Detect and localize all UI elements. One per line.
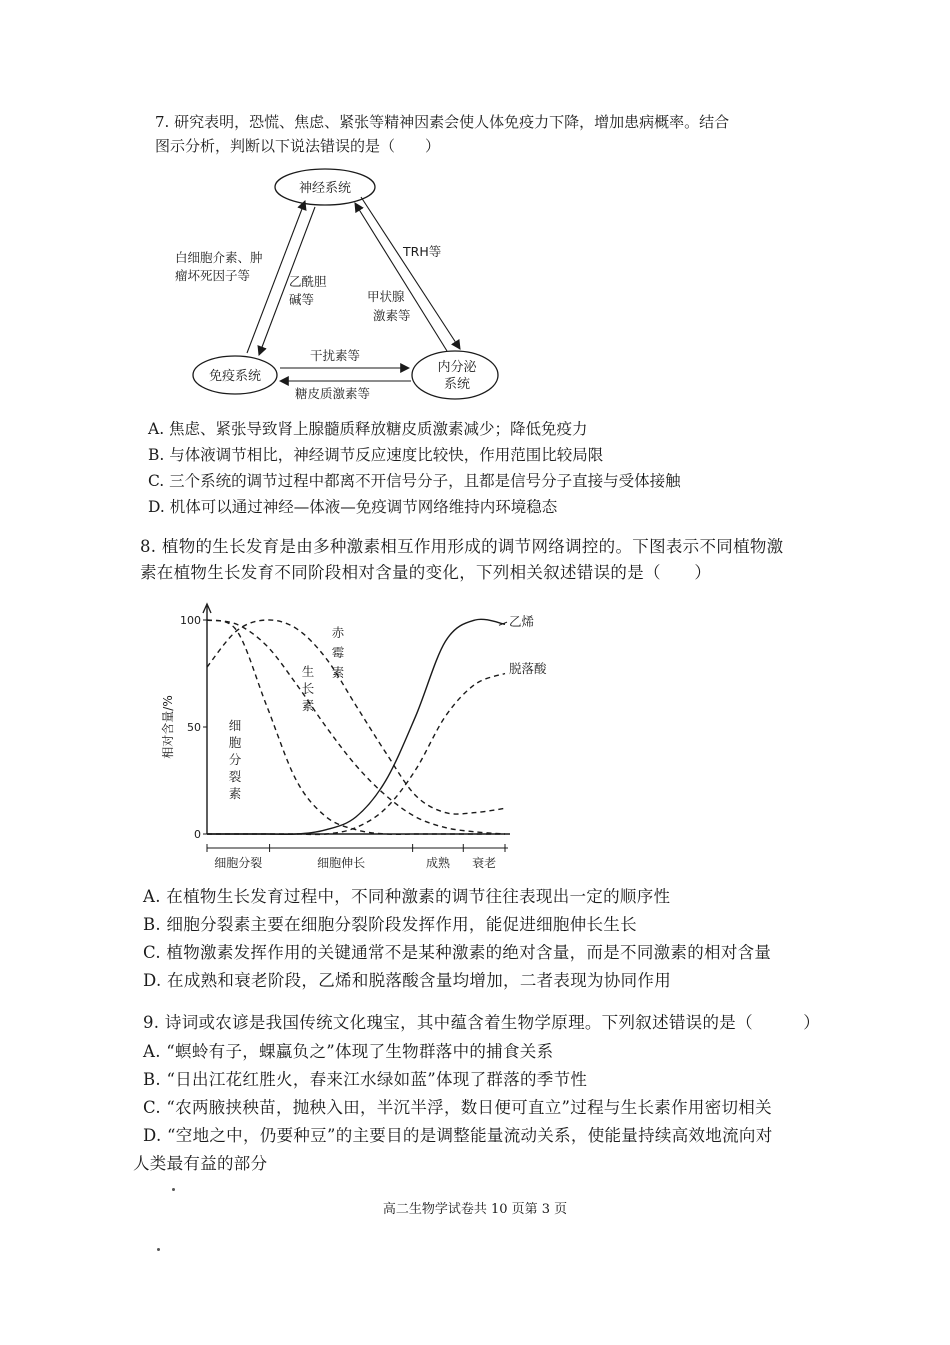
ethylene-curve	[207, 619, 505, 834]
gibberellin-label: 赤	[331, 625, 345, 640]
q9-option-d: D. “空地之中，仍要种豆”的主要目的是调整能量流动关系，使能量持续高效地流向对	[143, 1126, 773, 1145]
q7-stem-line2: 图示分析，判断以下说法错误的是（ ）	[155, 137, 441, 155]
auxin-label: 生	[301, 664, 315, 679]
cytokinin-label: 素	[228, 786, 242, 801]
stage-label: 细胞分裂	[214, 856, 263, 870]
stage-label: 细胞伸长	[317, 856, 366, 870]
q7-regulation-diagram	[165, 165, 525, 410]
cytokinin-label: 分	[228, 752, 242, 767]
abscisic-acid-label: 脱落酸	[509, 661, 547, 677]
q8-stem-line2: 素在植物生长发育不同阶段相对含量的变化，下列相关叙述错误的是（ ）	[140, 563, 712, 582]
label-glucocorticoid: 糖皮质激素等	[295, 386, 371, 401]
hormone-chart	[150, 600, 550, 875]
q7-option-a: A. 焦虑、紧张导致肾上腺髓质释放糖皮质激素减少；降低免疫力	[148, 420, 588, 438]
page-footer: 高二生物学试卷共 10 页第 3 页	[382, 1202, 568, 1217]
stage-label: 衰老	[472, 856, 497, 870]
cytokinin-label: 裂	[228, 769, 242, 784]
scan-speck	[157, 1248, 160, 1251]
label-thyroxine-1: 甲状腺	[367, 289, 405, 304]
cytokinin-label: 胞	[228, 735, 242, 750]
q9-option-a: A. “螟蛉有子，蜾蠃负之”体现了生物群落中的捕食关系	[143, 1042, 554, 1061]
q9-option-d-continued: 人类最有益的部分	[133, 1154, 268, 1173]
q8-option-d: D. 在成熟和衰老阶段，乙烯和脱落酸含量均增加，二者表现为协同作用	[143, 971, 672, 990]
immune-system-label: 免疫系统	[208, 369, 262, 384]
auxin-curve	[207, 620, 505, 834]
arrow-nervous-to-endocrine	[361, 197, 460, 349]
gibberellin-label: 霉	[331, 645, 345, 660]
q7-option-d: D. 机体可以通过神经—体液—免疫调节网络维持内环境稳态	[148, 498, 558, 516]
q9-option-c: C. “农两腋挟秧苗，抛秧入田，半沉半浮，数日便可直立”过程与生长素作用密切相关	[143, 1098, 772, 1117]
gibberellin-curve	[207, 620, 505, 814]
endocrine-system-label-1: 内分泌	[437, 360, 477, 375]
auxin-label: 素	[301, 698, 315, 713]
q7-stem-line1: 7. 研究表明，恐慌、焦虑、紧张等精神因素会使人体免疫力下降，增加患病概率。结合	[155, 113, 730, 131]
q7-option-b: B. 与体液调节相比，神经调节反应速度比较快，作用范围比较局限	[148, 446, 604, 464]
stage-label: 成熟	[425, 856, 450, 870]
arrow-endocrine-to-nervous	[355, 203, 447, 351]
nervous-system-label: 神经系统	[298, 181, 352, 196]
label-acetylcholine-1: 乙酰胆	[289, 274, 327, 289]
q8-stem-line1: 8. 植物的生长发育是由多种激素相互作用形成的调节网络调控的。下图表示不同植物激	[140, 537, 784, 556]
cytokinin-label: 细	[228, 718, 242, 733]
cytokinin-curve	[207, 620, 505, 834]
endocrine-system-label-2: 系统	[443, 377, 471, 392]
label-trh: TRH等	[403, 244, 442, 259]
scan-speck	[172, 1188, 175, 1191]
auxin-label: 长	[301, 681, 315, 696]
q9-option-b: B. “日出江花红胜火，春来江水绿如蓝”体现了群落的季节性	[143, 1070, 588, 1089]
q8-option-b: B. 细胞分裂素主要在细胞分裂阶段发挥作用，能促进细胞伸长生长	[143, 915, 637, 934]
q8-option-c: C. 植物激素发挥作用的关键通常不是某种激素的绝对含量，而是不同激素的相对含量	[143, 943, 772, 962]
label-interferon: 干扰素等	[310, 348, 361, 363]
label-acetylcholine-2: 碱等	[289, 292, 315, 307]
label-interleukin-2: 瘤坏死因子等	[175, 268, 251, 283]
q8-option-a: A. 在植物生长发育过程中，不同种激素的调节往往表现出一定的顺序性	[143, 887, 671, 906]
abscisic-acid-curve	[207, 674, 505, 835]
y-tick-label: 0	[194, 828, 201, 841]
label-interleukin-1: 白细胞介素、肿	[175, 250, 263, 265]
label-thyroxine-2: 激素等	[373, 308, 411, 323]
y-tick-label: 50	[187, 721, 201, 734]
q9-stem: 9. 诗词或农谚是我国传统文化瑰宝，其中蕴含着生物学原理。下列叙述错误的是（ ）	[143, 1013, 821, 1032]
q7-option-c: C. 三个系统的调节过程中都离不开信号分子，且都是信号分子直接与受体接触	[148, 472, 681, 490]
ethylene-label: 乙烯	[509, 614, 535, 630]
y-tick-label: 100	[180, 614, 201, 627]
y-axis-label: 相对含量/%	[161, 695, 175, 759]
gibberellin-label: 素	[331, 665, 345, 680]
